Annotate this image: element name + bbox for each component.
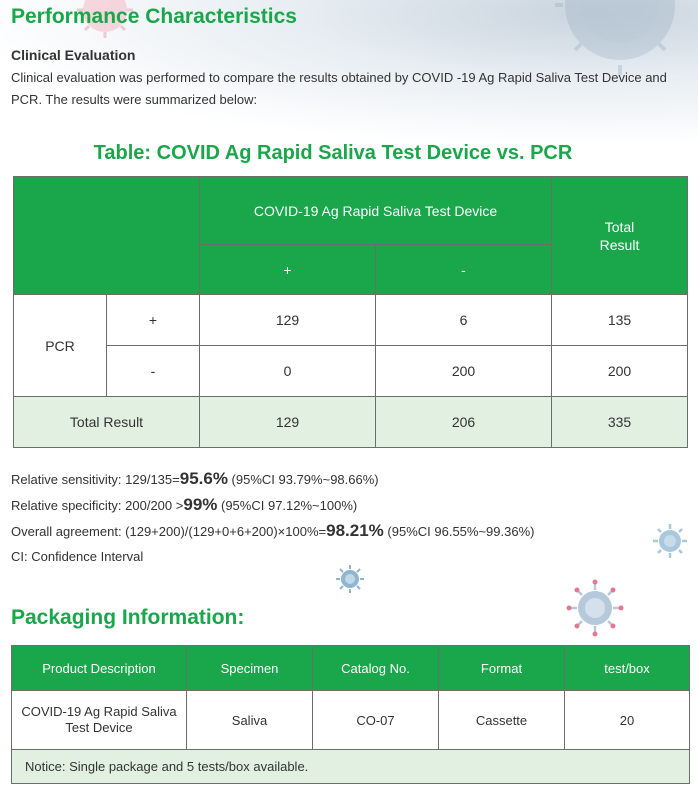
specificity-text: Relative specificity: 200/200 > — [11, 498, 184, 513]
packaging-header-cell: Product Description — [12, 646, 187, 691]
total-header-label: Total Result — [599, 218, 640, 253]
packaging-table — [11, 645, 690, 784]
cell-value: 0 — [200, 346, 376, 397]
table-row — [14, 346, 688, 397]
section-subheading: Clinical Evaluation — [11, 47, 136, 63]
specificity-line — [11, 492, 534, 518]
packaging-header-cell: test/box — [565, 646, 690, 691]
cell-value: 6 — [376, 295, 552, 346]
intro-paragraph: Clinical evaluation was performed to compare the results obtained by COVID -19 Ag Rapid Saliva Test Device and PCR. The results were summarized below: — [11, 70, 667, 107]
ci-note: CI: Confidence Interval — [11, 549, 144, 564]
specimen-value: Saliva — [187, 691, 313, 750]
sensitivity-text: Relative sensitivity: 129/135= — [11, 472, 180, 487]
cell-value: 200 — [552, 346, 688, 397]
packaging-header-cell: Catalog No. — [313, 646, 439, 691]
format-value: Cassette — [439, 691, 565, 750]
sensitivity-line — [11, 466, 534, 492]
cell-value: 206 — [376, 397, 552, 448]
cell-value: 135 — [552, 295, 688, 346]
results-table — [13, 176, 688, 448]
packaging-notice: Notice: Single package and 5 tests/box available. — [12, 750, 690, 784]
total-row — [14, 397, 688, 448]
cell-value: 200 — [376, 346, 552, 397]
virus-illustration-spiked — [566, 579, 624, 637]
cell-value: 129 — [200, 397, 376, 448]
pcr-sign: + — [107, 295, 200, 346]
device-negative-header: - — [376, 245, 552, 295]
device-header: COVID-19 Ag Rapid Saliva Test Device — [200, 177, 552, 245]
packaging-title: Packaging Information: — [11, 606, 245, 629]
agreement-value: 98.21% — [326, 521, 384, 540]
cell-value: 129 — [200, 295, 376, 346]
catalog-number: CO-07 — [313, 691, 439, 750]
packaging-header-cell: Specimen — [187, 646, 313, 691]
tests-per-box: 20 — [565, 691, 690, 750]
packaging-header-cell: Format — [439, 646, 565, 691]
pcr-label: PCR — [14, 295, 107, 397]
sensitivity-value: 95.6% — [179, 469, 228, 488]
device-positive-header: + — [200, 245, 376, 295]
statistics-block — [11, 466, 534, 570]
corner-cell — [14, 177, 200, 295]
product-description: COVID-19 Ag Rapid Saliva Test Device — [12, 691, 187, 750]
sensitivity-ci: (95%CI 93.79%~98.66%) — [227, 472, 379, 487]
page-title: Performance Characteristics — [11, 5, 297, 28]
specificity-ci: (95%CI 97.12%~100%) — [217, 498, 358, 513]
table-title: Table: COVID Ag Rapid Saliva Test Device vs. PCR — [93, 142, 573, 164]
pcr-sign: - — [107, 346, 200, 397]
specificity-value: 99% — [183, 495, 218, 514]
agreement-line — [11, 518, 534, 544]
cell-value: 335 — [552, 397, 688, 448]
total-row-label: Total Result — [14, 397, 200, 448]
total-header — [552, 177, 688, 295]
agreement-text: Overall agreement: (129+200)/(129+0+6+200)×100%= — [11, 524, 327, 539]
table-row — [14, 295, 688, 346]
table-row — [12, 691, 690, 750]
virus-illustration-blue — [651, 522, 689, 560]
agreement-ci: (95%CI 96.55%~99.36%) — [383, 524, 535, 539]
